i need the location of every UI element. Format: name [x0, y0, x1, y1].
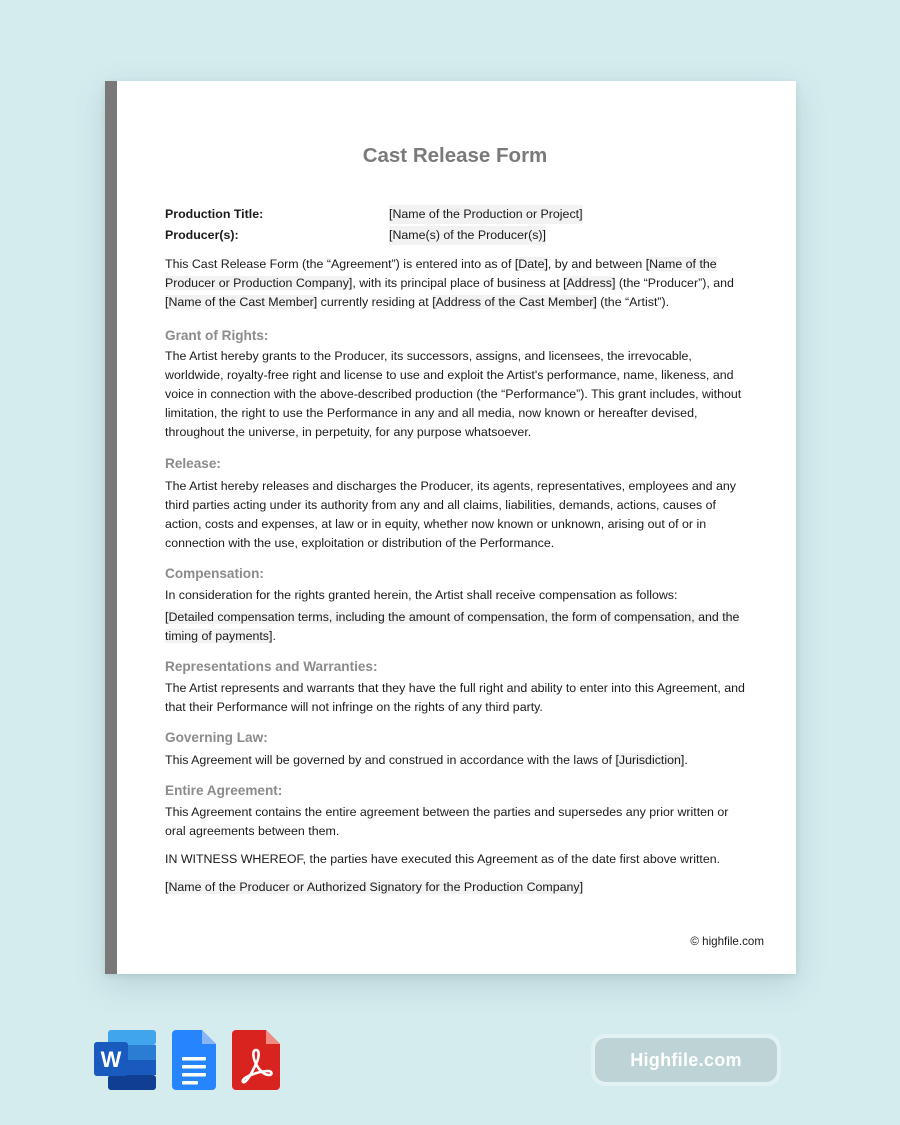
document-page — [105, 81, 796, 974]
cast-member-placeholder: [Name of the Cast Member] — [165, 295, 318, 309]
copyright-notice: © highfile.com — [690, 935, 764, 948]
cast-address-placeholder: [Address of the Cast Member] — [432, 295, 597, 309]
section-text-governing-law: This Agreement will be governed by and construed in accordance with the laws of [Jurisdiction]. — [165, 753, 688, 767]
svg-text:W: W — [100, 1047, 122, 1072]
document-title: Cast Release Form — [362, 144, 548, 167]
info-value: [Name(s) of the Producer(s)] — [389, 226, 546, 245]
info-row-production-title — [165, 205, 745, 225]
address-placeholder: [Address] — [563, 276, 616, 290]
section-heading-compensation: Compensation: — [165, 566, 264, 581]
section-text-entire-agreement: This Agreement contains the entire agreement between the parties and supersedes any prior written or oral agreements between them. — [165, 805, 729, 838]
section-heading-grant: Grant of Rights: — [165, 328, 269, 343]
section-heading-entire-agreement: Entire Agreement: — [165, 783, 283, 798]
page-side-bar — [105, 81, 117, 974]
google-docs-icon[interactable] — [172, 1030, 216, 1095]
section-text-representations: The Artist represents and warrants that they have the full right and ability to enter into this Agreement, and that their Performance will not infringe on the rights of any third party. — [165, 681, 745, 714]
signatory-placeholder: [Name of the Producer or Authorized Signatory for the Production Company] — [165, 880, 584, 894]
section-text-release: The Artist hereby releases and discharges the Producer, its agents, representatives, employees and any third parties acting under its authority from any and all claims, liabilities, demands, actions, causes of action, costs and expenses, at law or in equity, whether now known or unknown, arising out of or in connection with the use, exploitation or distribution of the Performance. — [165, 479, 736, 550]
section-text-grant: The Artist hereby grants to the Producer, its successors, assigns, and licensees, the irrevocable, worldwide, royalty-free right and license to use and exploit the Artist's performance, name, likeness, and voice in connection with the above-described production (the “Performance”). This grant includes, without limitation, the right to use the Performance in any and all media, now known or hereafter devised, throughout the universe, in perpetuity, for any purpose whatsoever. — [165, 349, 742, 439]
section-text-compensation: In consideration for the rights granted herein, the Artist shall receive compensation as follows: — [165, 588, 678, 602]
compensation-terms-placeholder: [Detailed compensation terms, including the amount of compensation, the form of compensation, and the timing of payments]. — [165, 610, 740, 643]
section-heading-representations: Representations and Warranties: — [165, 659, 378, 674]
info-value: [Name of the Production or Project] — [389, 205, 583, 224]
info-label: Production Title: — [165, 207, 264, 221]
date-placeholder: [Date] — [514, 257, 548, 271]
info-row-producers — [165, 226, 745, 246]
brand-label: Highfile.com — [595, 1038, 777, 1082]
witness-statement: IN WITNESS WHEREOF, the parties have executed this Agreement as of the date first above written. — [165, 852, 721, 866]
producer-placeholder: [Name of the Producer or Production Company] — [165, 257, 717, 290]
info-label: Producer(s): — [165, 228, 239, 242]
section-heading-governing-law: Governing Law: — [165, 730, 268, 745]
pdf-icon[interactable] — [232, 1030, 280, 1095]
intro-paragraph: This Cast Release Form (the “Agreement”) is entered into as of [Date], by and between [Name of the Producer or Production Company], with its principal place of business at [Address] (the “Producer”), and [Name of the Cast Member] currently residing at [Address of the Cast Member] (the “Artist”). — [165, 257, 734, 309]
jurisdiction-placeholder: [Jurisdiction] — [615, 753, 685, 767]
section-heading-release: Release: — [165, 456, 221, 471]
word-icon[interactable] — [94, 1030, 156, 1095]
brand-badge[interactable] — [591, 1034, 781, 1086]
